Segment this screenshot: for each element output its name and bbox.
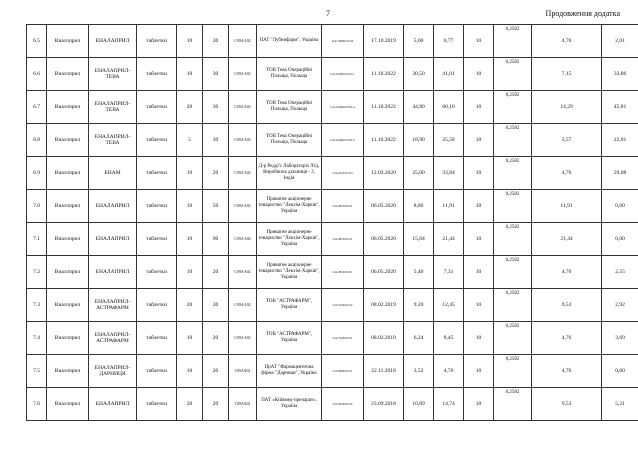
code-value (494, 25, 532, 58)
surcharge-value: 45,81 (602, 91, 638, 124)
dosage-form: таблетки (137, 58, 177, 91)
registration-date: 23.09.2018 (364, 388, 404, 421)
registration-number: UA/2816/01/01 (322, 190, 364, 223)
reimbursement-value: 21,44 (532, 223, 602, 256)
registration-number: UA/16469/01/02-2 (322, 124, 364, 157)
price-value-2: 41,01 (434, 58, 464, 91)
reimbursement-value: 7,15 (532, 58, 602, 91)
trade-name: ЕНАЛАПРИЛ (89, 256, 137, 289)
code-value-text: 0,2582 (505, 390, 520, 395)
trade-name: ЕНАЛАПРИЛ-АСТРАФАРМ (89, 289, 137, 322)
dose-value: 10 (177, 190, 203, 223)
pack-quantity: 20 (203, 157, 229, 190)
reimbursement-value: 4,76 (532, 25, 602, 58)
price-table-container (26, 24, 627, 421)
price-value-3: 10 (464, 289, 494, 322)
manufacturer: Приватне акціонерне товариство "Лекхім-Харків", Україна (257, 223, 322, 256)
price-value-1: 15,84 (404, 223, 434, 256)
pack-quantity: 90 (203, 223, 229, 256)
registration-date: 06.05.2020 (364, 223, 404, 256)
table-row (27, 190, 638, 223)
dose-value: 10 (177, 223, 203, 256)
inn-name: Виалзприл (47, 289, 89, 322)
price-value-1: 5,00 (404, 25, 434, 58)
registration-number: UA/2816/01/01 (322, 256, 364, 289)
price-value-3: 10 (464, 190, 494, 223)
reimbursement-value: 4,76 (532, 322, 602, 355)
code-value (494, 124, 532, 157)
code-value-text: 0,2582 (505, 324, 520, 329)
price-value-1: 9,20 (404, 289, 434, 322)
row-number: 7.5 (27, 355, 47, 388)
surcharge-value: 3,69 (602, 322, 638, 355)
row-number: 7.1 (27, 223, 47, 256)
row-number: 7.2 (27, 256, 47, 289)
dosage-form: таблетки (137, 124, 177, 157)
dosage-form: таблетки (137, 157, 177, 190)
dose-value: 10 (177, 322, 203, 355)
atc-code: C09A A02 (229, 289, 257, 322)
code-value (494, 322, 532, 355)
row-number: 6.6 (27, 58, 47, 91)
surcharge-value: 29,08 (602, 157, 638, 190)
trade-name: ЕНАМ (89, 157, 137, 190)
price-value-2: 14,74 (434, 388, 464, 421)
trade-name: ЕНАЛАПРИЛ-ТЕВА (89, 91, 137, 124)
pack-quantity: 50 (203, 190, 229, 223)
table-row (27, 256, 638, 289)
manufacturer: ПАТ «Київмед-препарат», Україна (257, 388, 322, 421)
dosage-form: таблетки (137, 256, 177, 289)
pack-quantity: 30 (203, 91, 229, 124)
dosage-form: таблетки (137, 25, 177, 58)
price-value-1: 8,80 (404, 190, 434, 223)
manufacturer: Приватне акціонерне товариство "Лекхім-Харків", Україна (257, 256, 322, 289)
registration-date: 06.05.2020 (364, 256, 404, 289)
table-row (27, 289, 638, 322)
atc-code: C09A A02 (229, 322, 257, 355)
pack-quantity: 20 (203, 289, 229, 322)
inn-name: Виалзприл (47, 388, 89, 421)
inn-name: Виалзприл (47, 124, 89, 157)
dosage-form: таблетки (137, 190, 177, 223)
inn-name: Виалзприл (47, 91, 89, 124)
surcharge-value: 2,55 (602, 256, 638, 289)
code-value (494, 223, 532, 256)
dose-value: 10 (177, 58, 203, 91)
price-value-2: 60,10 (434, 91, 464, 124)
inn-name: Виалзприл (47, 256, 89, 289)
manufacturer: Д-р Редді'с Лабораторіз Лтд, Виробнича дільниця - 3, Індія (257, 157, 322, 190)
code-value-text: 0,2582 (505, 60, 520, 65)
price-value-3: 10 (464, 223, 494, 256)
manufacturer: ТОВ Тева Операційні Польща, Польща (257, 58, 322, 91)
price-value-1: 18,90 (404, 124, 434, 157)
pack-quantity: 20 (203, 25, 229, 58)
code-value-text: 0,2582 (505, 27, 520, 32)
atc-code: C09AA02 (229, 388, 257, 421)
code-value-text: 0,2582 (505, 291, 520, 296)
price-value-3: 10 (464, 25, 494, 58)
registration-number: UA/16469/01/03-4 (322, 91, 364, 124)
dosage-form: таблетки (137, 91, 177, 124)
price-value-3: 10 (464, 355, 494, 388)
code-value-text: 0,2582 (505, 126, 520, 131)
atc-code: C09A A02 (229, 91, 257, 124)
code-value (494, 256, 532, 289)
row-number: 7.3 (27, 289, 47, 322)
registration-date: 12.03.2020 (364, 157, 404, 190)
code-value (494, 157, 532, 190)
reimbursement-value: 4,76 (532, 355, 602, 388)
dose-value: 20 (177, 289, 203, 322)
code-value (494, 388, 532, 421)
registration-number: UA/2545/01/03 (322, 157, 364, 190)
atc-code: C09A A02 (229, 157, 257, 190)
pack-quantity: 20 (203, 355, 229, 388)
continuation-label: Продовження додатка (545, 9, 620, 18)
surcharge-value: 0,00 (602, 223, 638, 256)
trade-name: ЕНАЛАПРИЛ (89, 25, 137, 58)
dosage-form: таблетки (137, 289, 177, 322)
dosage-form: таблетки (137, 322, 177, 355)
atc-code: C09A A02 (229, 58, 257, 91)
price-table (26, 24, 638, 421)
atc-code: C09A A02 (229, 256, 257, 289)
reimbursement-value: 4,76 (532, 256, 602, 289)
price-value-2: 25,58 (434, 124, 464, 157)
surcharge-value: 33,86 (602, 58, 638, 91)
surcharge-value: 22,01 (602, 124, 638, 157)
inn-name: Виалзприл (47, 322, 89, 355)
dose-value: 10 (177, 355, 203, 388)
reimbursement-value: 14,29 (532, 91, 602, 124)
manufacturer: Приватне акціонерне товариство "Лекхім-Харків", Україна (257, 190, 322, 223)
manufacturer: ТОВ "АСТРАФАРМ", Україна (257, 289, 322, 322)
code-value-text: 0,2582 (505, 192, 520, 197)
surcharge-value: 2,92 (602, 289, 638, 322)
price-value-1: 3,52 (404, 355, 434, 388)
reimbursement-value: 4,76 (532, 157, 602, 190)
code-value (494, 58, 532, 91)
code-value (494, 190, 532, 223)
manufacturer: ТОВ "АСТРАФАРМ", Україна (257, 322, 322, 355)
inn-name: Виалзприл (47, 58, 89, 91)
price-value-1: 44,80 (404, 91, 434, 124)
price-value-2: 8,45 (434, 322, 464, 355)
registration-date: 17.10.2019 (364, 25, 404, 58)
price-value-1: 5,40 (404, 256, 434, 289)
registration-date: 11.10.2022 (364, 124, 404, 157)
row-number: 7.0 (27, 190, 47, 223)
registration-number: UA/5126/01/01 (322, 322, 364, 355)
row-number: 6.5 (27, 25, 47, 58)
row-number: 6.9 (27, 157, 47, 190)
price-value-2: 11,91 (434, 190, 464, 223)
surcharge-value: 0,00 (602, 355, 638, 388)
pack-quantity: 20 (203, 388, 229, 421)
price-value-3: 10 (464, 124, 494, 157)
price-value-3: 10 (464, 322, 494, 355)
price-value-2: 21,44 (434, 223, 464, 256)
price-value-2: 7,31 (434, 256, 464, 289)
registration-number: UA/16996/01/02 (322, 25, 364, 58)
code-value (494, 91, 532, 124)
price-value-1: 10,89 (404, 388, 434, 421)
price-value-2: 33,84 (434, 157, 464, 190)
price-value-2: 12,45 (434, 289, 464, 322)
code-value (494, 289, 532, 322)
table-row (27, 223, 638, 256)
table-row (27, 25, 638, 58)
row-number: 6.8 (27, 124, 47, 157)
price-value-3: 10 (464, 388, 494, 421)
code-value-text: 0,2582 (505, 225, 520, 230)
pack-quantity: 20 (203, 256, 229, 289)
table-row (27, 157, 638, 190)
reimbursement-value: 9,53 (532, 289, 602, 322)
atc-code: C09A A02 (229, 190, 257, 223)
registration-date: 06.05.2020 (364, 190, 404, 223)
manufacturer: ПАТ "Лубнифарм", Україна (257, 25, 322, 58)
atc-code: C09A A02 (229, 223, 257, 256)
pack-quantity: 30 (203, 124, 229, 157)
dose-value: 10 (177, 256, 203, 289)
registration-date: 08.02.2019 (364, 322, 404, 355)
trade-name: ЕНАЛАПРИЛ-ТЕВА (89, 124, 137, 157)
registration-number: UA/6656/01/02 (322, 388, 364, 421)
row-number: 7.4 (27, 322, 47, 355)
inn-name: Виалзприл (47, 25, 89, 58)
price-value-1: 30,50 (404, 58, 434, 91)
pack-quantity: 20 (203, 322, 229, 355)
manufacturer: ТОВ Тева Операційні Польща, Польща (257, 91, 322, 124)
registration-number: UA/16469/01/01-1 (322, 58, 364, 91)
price-value-3: 10 (464, 256, 494, 289)
registration-date: 22.11.2018 (364, 355, 404, 388)
trade-name: ЕНАЛАПРИЛ (89, 388, 137, 421)
price-value-2: 6,77 (434, 25, 464, 58)
registration-number: UA/6980/01/01 (322, 355, 364, 388)
reimbursement-value: 11,91 (532, 190, 602, 223)
trade-name: ЕНАЛАПРИЛ (89, 190, 137, 223)
surcharge-value: 0,00 (602, 190, 638, 223)
inn-name: Виалзприл (47, 190, 89, 223)
dose-value: 20 (177, 388, 203, 421)
row-number: 6.7 (27, 91, 47, 124)
inn-name: Виалзприл (47, 223, 89, 256)
dose-value: 10 (177, 157, 203, 190)
row-number: 7.6 (27, 388, 47, 421)
dose-value: 20 (177, 91, 203, 124)
table-row (27, 322, 638, 355)
price-value-1: 6,24 (404, 322, 434, 355)
table-row (27, 58, 638, 91)
manufacturer: ПрАТ "Фармацевтична фірма "Дарниця", Україна (257, 355, 322, 388)
code-value-text: 0,2582 (505, 258, 520, 263)
reimbursement-value: 3,57 (532, 124, 602, 157)
trade-name: ЕНАЛАПРИЛ-ДАРНИЦЯ (89, 355, 137, 388)
code-value-text: 0,2582 (505, 357, 520, 362)
price-value-3: 10 (464, 157, 494, 190)
dosage-form: таблетки (137, 355, 177, 388)
trade-name: ЕНАЛАПРИЛ-АСТРАФАРМ (89, 322, 137, 355)
atc-code: C09AA02 (229, 355, 257, 388)
surcharge-value: 5,21 (602, 388, 638, 421)
trade-name: ЕНАЛАПРИЛ (89, 223, 137, 256)
dose-value: 5 (177, 124, 203, 157)
atc-code: C09A A02 (229, 25, 257, 58)
dose-value: 10 (177, 25, 203, 58)
registration-number: UA/2816/01/01 (322, 223, 364, 256)
table-row (27, 124, 638, 157)
table-row (27, 388, 638, 421)
price-value-3: 10 (464, 91, 494, 124)
page-number: 7 (326, 9, 330, 18)
registration-date: 11.10.2022 (364, 91, 404, 124)
table-row (27, 355, 638, 388)
price-value-2: 4,76 (434, 355, 464, 388)
code-value-text: 0,2582 (505, 93, 520, 98)
registration-number: UA/5126/01/02 (322, 289, 364, 322)
inn-name: Виалзприл (47, 355, 89, 388)
code-value (494, 355, 532, 388)
code-value-text: 0,2582 (505, 159, 520, 164)
dosage-form: таблетки (137, 223, 177, 256)
registration-date: 11.10.2022 (364, 58, 404, 91)
pack-quantity: 30 (203, 58, 229, 91)
inn-name: Виалзприл (47, 157, 89, 190)
surcharge-value: 2,01 (602, 25, 638, 58)
price-value-3: 10 (464, 58, 494, 91)
price-value-1: 25,00 (404, 157, 434, 190)
dosage-form: таблетки (137, 388, 177, 421)
atc-code: C09A A02 (229, 124, 257, 157)
table-row (27, 91, 638, 124)
reimbursement-value: 9,53 (532, 388, 602, 421)
manufacturer: ТОВ Тева Операційні Польща, Польща (257, 124, 322, 157)
registration-date: 08.02.2019 (364, 289, 404, 322)
trade-name: ЕНАЛАПРИЛ-ТЕВА (89, 58, 137, 91)
